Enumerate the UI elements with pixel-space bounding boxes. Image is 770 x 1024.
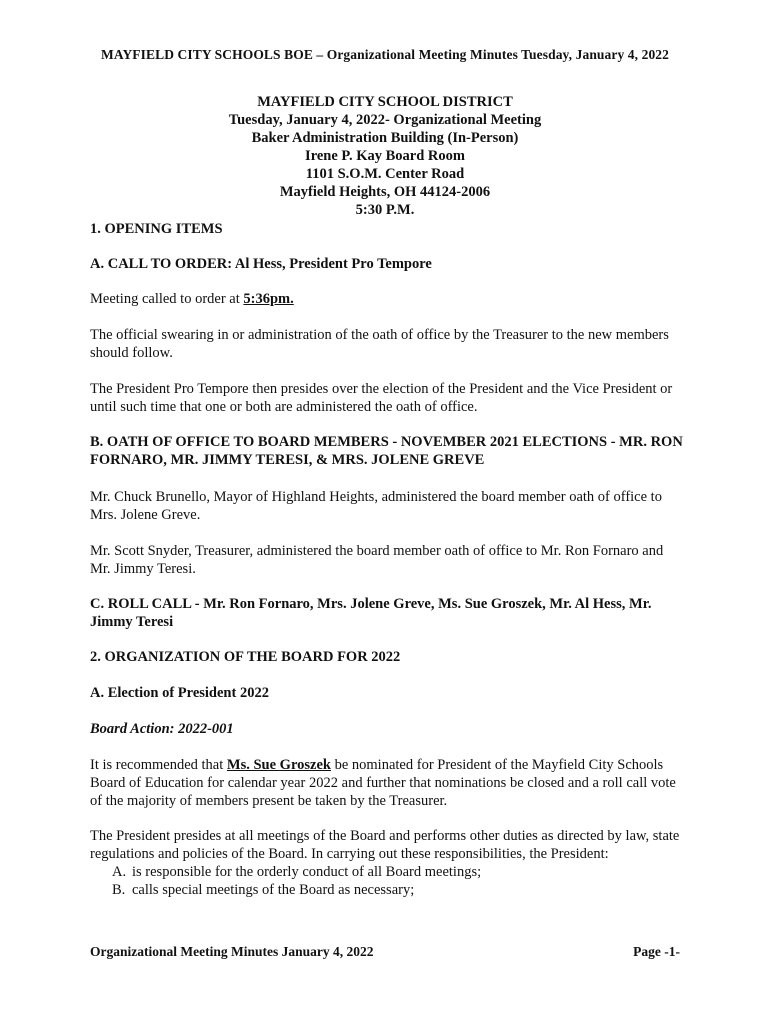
footer-title: Organizational Meeting Minutes January 4, 2022 (90, 944, 374, 959)
recommendation-paragraph (90, 756, 685, 810)
section-1-heading: 1. OPENING ITEMS (90, 221, 223, 237)
called-to-order-text: Meeting called to order at (90, 291, 244, 307)
pro-tempore-paragraph: The President Pro Tempore then presides over the election of the President and the Vice President or until such time that one or both are administered the oath of office. (90, 381, 673, 415)
board-action-label: Board Action: 2022-001 (90, 721, 234, 737)
list-item-text: calls special meetings of the Board as necessary; (132, 882, 415, 898)
roll-call-heading: C. ROLL CALL - Mr. Ron Fornaro, Mrs. Jolene Greve, Ms. Sue Groszek, Mr. Al Hess, Mr. Jimmy Teresi (90, 596, 652, 630)
meeting-title-block (0, 93, 770, 219)
nominee-name: Ms. Sue Groszek (226, 757, 331, 773)
recommendation-suffix: be nominated for President of the Mayfield City Schools Board of Education for calendar year 2022 and further that nominations be closed and a roll call vote of the majority of members present be taken by the Treasurer. (90, 757, 676, 809)
meeting-date-line: Tuesday, January 4, 2022- Organizational Meeting (228, 112, 542, 128)
meeting-street: 1101 S.O.M. Center Road (305, 166, 465, 182)
called-to-order-paragraph (90, 290, 685, 308)
list-item (90, 881, 685, 899)
page-number: Page -1- (633, 944, 680, 959)
meeting-time: 5:30 P.M. (355, 202, 415, 218)
called-to-order-time: 5:36pm. (243, 291, 294, 307)
running-header: MAYFIELD CITY SCHOOLS BOE – Organizational Meeting Minutes Tuesday, January 4, 2022 (101, 47, 669, 62)
mayor-oath-paragraph: Mr. Chuck Brunello, Mayor of Highland Heights, administered the board member oath of office to Mrs. Jolene Greve. (90, 489, 662, 523)
election-of-president-heading: A. Election of President 2022 (90, 685, 269, 701)
meeting-building: Baker Administration Building (In-Person) (251, 130, 519, 146)
recommendation-prefix: It is recommended that (90, 757, 227, 773)
president-duties-intro: The President presides at all meetings of the Board and performs other duties as directed by law, state regulations and policies of the Board. In carrying out these responsibilities, the President: (90, 828, 680, 862)
oath-of-office-heading: B. OATH OF OFFICE TO BOARD MEMBERS - NOVEMBER 2021 ELECTIONS - MR. RON FORNARO, MR. JIMMY TERESI, & MRS. JOLENE GREVE (90, 434, 683, 468)
list-marker: B. (112, 882, 126, 898)
call-to-order-heading: A. CALL TO ORDER: Al Hess, President Pro Tempore (90, 256, 432, 272)
list-marker: A. (112, 864, 127, 880)
list-item-text: is responsible for the orderly conduct of all Board meetings; (132, 864, 482, 880)
district-name: MAYFIELD CITY SCHOOL DISTRICT (257, 94, 513, 110)
section-2-heading: 2. ORGANIZATION OF THE BOARD FOR 2022 (90, 649, 401, 665)
meeting-city: Mayfield Heights, OH 44124-2006 (279, 184, 491, 200)
meeting-room: Irene P. Kay Board Room (305, 148, 465, 164)
president-duties-list (90, 863, 685, 899)
treasurer-oath-paragraph: Mr. Scott Snyder, Treasurer, administered the board member oath of office to Mr. Ron Fornaro and Mr. Jimmy Teresi. (90, 543, 664, 577)
swearing-in-paragraph: The official swearing in or administration of the oath of office by the Treasurer to the new members should follow. (90, 327, 669, 361)
list-item (90, 863, 685, 881)
